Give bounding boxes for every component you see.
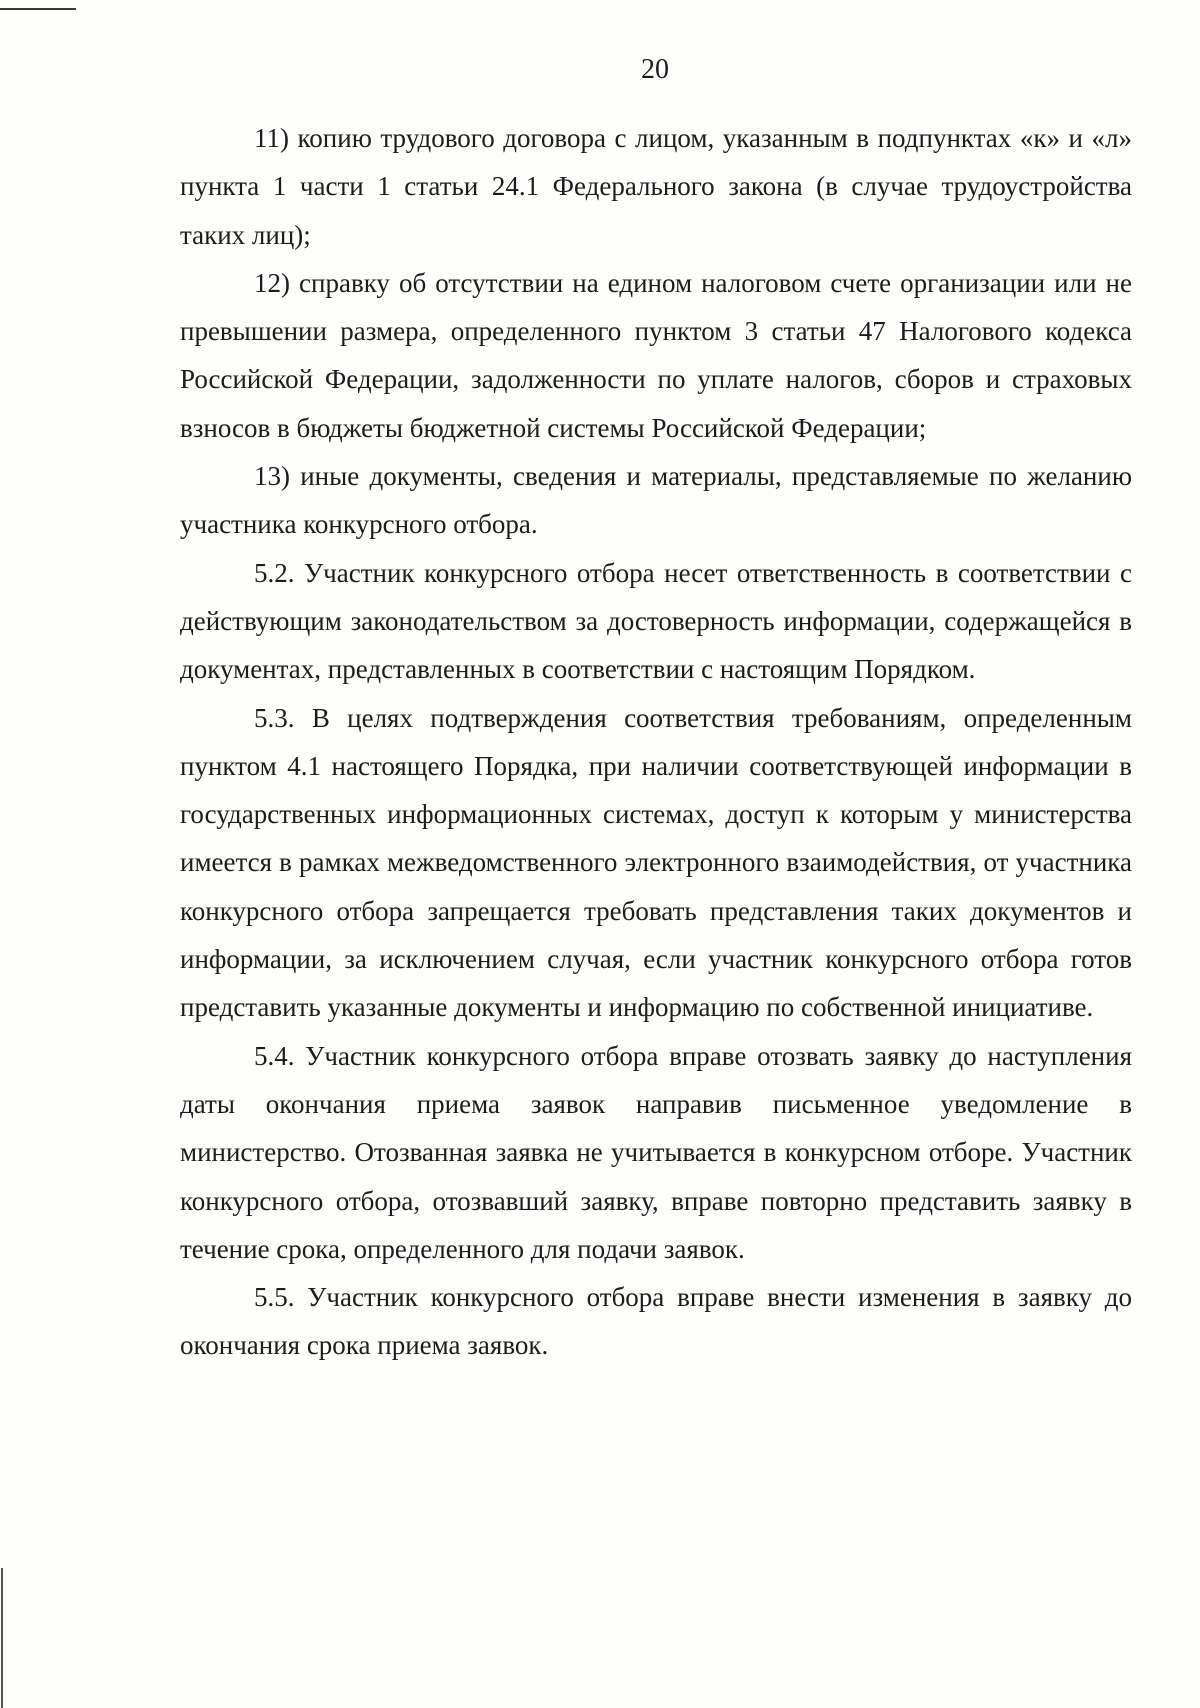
- scan-margin-mark: [1, 1568, 3, 1708]
- paragraph-item-12: 12) справку об отсутствии на едином налоговом счете организации или не превышении размера, определенного пунктом 3 статьи 47 Налогового кодекса Российской Федерации, задолженности по уплате налогов, сборов и страховых взносов в бюджеты бюджетной системы Российской Федерации;: [180, 267, 1132, 443]
- paragraph-5-3: 5.3. В целях подтверждения соответствия требованиям, определенным пунктом 4.1 настоящего Порядка, при наличии соответствующей информации в государственных информационных системах, доступ к которым у министерства имеется в рамках межведомственного электронного взаимодействия, от участника конкурсного отбора запрещается требовать представления таких документов и информации, за исключением случая, если участник конкурсного отбора готов представить указанные документы и информацию по собственной инициативе.: [180, 702, 1132, 1023]
- scan-edge-line: [0, 8, 76, 10]
- paragraph-item-11: 11) копию трудового договора с лицом, указанным в подпунктах «к» и «л» пункта 1 части 1 статьи 24.1 Федерального закона (в случае трудоустройства таких лиц);: [180, 123, 1132, 250]
- paragraph-5-5: 5.5. Участник конкурсного отбора вправе внести изменения в заявку до окончания срока приема заявок.: [180, 1282, 1132, 1361]
- page-number: 20: [641, 54, 669, 85]
- document-body: [180, 114, 1132, 1370]
- paragraph-5-2: 5.2. Участник конкурсного отбора несет ответственность в соответствии с действующим законодательством за достоверность информации, содержащейся в документах, представленных в соответствии с настоящим Порядком.: [180, 557, 1132, 685]
- paragraph-item-13: 13) иные документы, сведения и материалы, представляемые по желанию участника конкурсного отбора.: [180, 461, 1132, 540]
- paragraph-5-4: 5.4. Участник конкурсного отбора вправе отозвать заявку до наступления даты окончания приема заявок направив письменное уведомление в министерство. Отозванная заявка не учитывается в конкурсном отборе. Участник конкурсного отбора, отозвавший заявку, вправе повторно представить заявку в течение срока, определенного для подачи заявок.: [180, 1040, 1132, 1264]
